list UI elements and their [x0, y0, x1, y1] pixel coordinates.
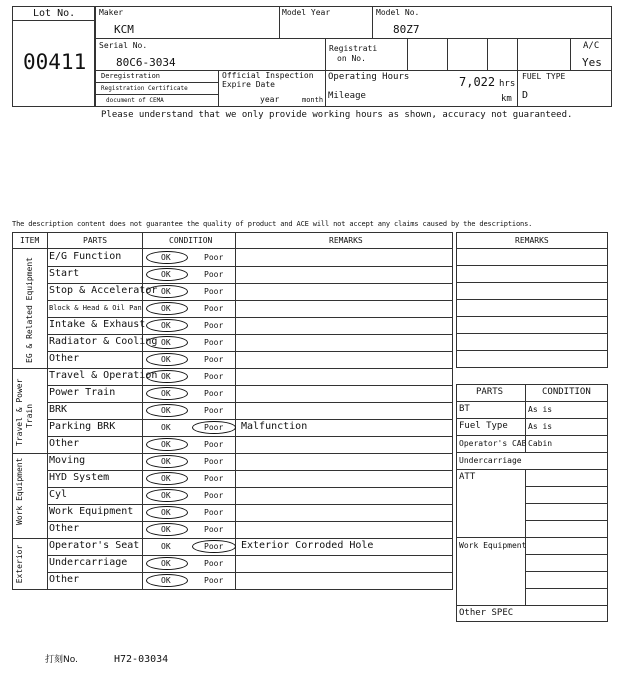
table-row — [12, 368, 453, 385]
inspection-label-2: Expire Date — [222, 80, 275, 89]
part-label: Cyl — [49, 489, 68, 500]
operating-hours-label: Operating Hours — [328, 72, 410, 82]
part-label: Moving — [49, 455, 86, 466]
part-label: Travel & Operation — [49, 370, 158, 381]
cema-document-label: document of CEMA — [106, 97, 164, 104]
table-row — [12, 453, 453, 470]
table-row — [12, 504, 453, 521]
condition-ok: OK — [161, 423, 171, 432]
condition-poor: Poor — [204, 525, 224, 534]
mileage-label: Mileage — [328, 91, 366, 101]
stamp-label: 打刻No. — [45, 655, 78, 665]
table-row — [12, 266, 453, 283]
table-row — [12, 487, 453, 504]
part-label: Intake & Exhaust — [49, 319, 146, 330]
condition-poor: Poor — [204, 508, 224, 517]
operator-cab-label: Operator's CAB — [459, 439, 527, 448]
table-row — [12, 334, 453, 351]
table-row — [12, 572, 453, 589]
condition-ok: OK — [161, 287, 171, 296]
group-label-travel-2: Train — [25, 403, 34, 429]
part-label: Other — [49, 523, 80, 534]
part-label: Other — [49, 353, 80, 364]
condition-poor: Poor — [204, 440, 224, 449]
condition-ok: OK — [161, 525, 171, 534]
remark-text: Exterior Corroded Hole — [241, 540, 374, 551]
condition-poor: Poor — [204, 423, 224, 432]
table-row — [12, 538, 453, 555]
condition-poor: Poor — [204, 321, 224, 330]
part-label: BRK — [49, 404, 68, 415]
table-row — [12, 351, 453, 368]
table-row — [12, 317, 453, 334]
condition-poor: Poor — [204, 270, 224, 279]
part-label: Undercarriage — [49, 557, 128, 568]
model-no-value: 80Z7 — [393, 23, 420, 36]
condition-ok: OK — [161, 440, 171, 449]
remark-text: Malfunction — [241, 421, 308, 432]
att-label: ATT — [459, 472, 476, 482]
condition-ok: OK — [161, 304, 171, 313]
disclaimer-text: The description content does not guarantee the quality of product and ACE will not accept any claims caused by the descriptions. — [12, 220, 533, 228]
group-label-eg: EG & Related Equipment — [25, 257, 34, 363]
condition-ok: OK — [161, 253, 171, 262]
condition-poor: Poor — [204, 253, 224, 262]
table-row — [12, 470, 453, 487]
table-row — [12, 436, 453, 453]
table-row — [12, 419, 453, 436]
table-row — [12, 249, 453, 266]
month-label: month — [302, 96, 324, 104]
bt-value: As is — [528, 405, 553, 414]
lot-value: 00411 — [23, 50, 87, 74]
condition-ok: OK — [161, 355, 171, 364]
serial-label: Serial No. — [99, 41, 148, 50]
col-item-header: ITEM — [20, 236, 40, 245]
part-label: Work Equipment — [49, 506, 134, 517]
table-row — [12, 521, 453, 538]
part-label: Parking BRK — [49, 421, 116, 432]
stamp-value: H72-03034 — [114, 654, 169, 665]
condition-ok: OK — [161, 474, 171, 483]
condition-ok: OK — [161, 508, 171, 517]
right-remarks-header: REMARKS — [515, 236, 549, 245]
condition-ok: OK — [161, 491, 171, 500]
group-label-exterior: Exterior — [15, 544, 24, 584]
condition-poor: Poor — [204, 338, 224, 347]
deregistration-label: Deregistration — [101, 72, 161, 80]
operating-hours-value: 7,022 — [459, 75, 496, 89]
right-parts-header: PARTS — [476, 387, 504, 397]
condition-poor: Poor — [204, 474, 224, 483]
part-label: HYD System — [49, 472, 110, 483]
fuel-type-value: D — [522, 90, 529, 101]
condition-poor: Poor — [204, 559, 224, 568]
condition-ok: OK — [161, 389, 171, 398]
condition-poor: Poor — [204, 372, 224, 381]
km-unit: km — [501, 94, 512, 104]
registration-label-1: Registrati — [329, 44, 378, 53]
part-label: Start — [49, 268, 80, 279]
table-row — [12, 385, 453, 402]
condition-poor: Poor — [204, 287, 224, 296]
table-row — [12, 283, 453, 300]
model-no-label: Model No. — [376, 8, 420, 17]
model-year-label: Model Year — [282, 8, 331, 17]
fuel-type-right-label: Fuel Type — [459, 421, 508, 431]
maker-value: KCM — [114, 23, 134, 36]
condition-poor: Poor — [204, 304, 224, 313]
working-hours-note: Please understand that we only provide working hours as shown, accuracy not guaranteed. — [101, 110, 573, 120]
part-label: Block & Head & Oil Pan — [49, 304, 142, 312]
table-row — [12, 300, 453, 317]
inspection-label-1: Official Inspection — [222, 71, 314, 80]
other-spec-label: Other SPEC — [459, 608, 514, 618]
condition-ok: OK — [161, 270, 171, 279]
part-label: Radiator & Cooling — [49, 336, 158, 347]
undercarriage-right-label: Undercarriage — [459, 456, 522, 465]
part-label: Power Train — [49, 387, 116, 398]
ac-value: Yes — [582, 56, 602, 69]
group-label-work: Work Equipment — [15, 457, 24, 525]
table-row — [12, 402, 453, 419]
bt-label: BT — [459, 404, 470, 414]
condition-ok: OK — [161, 576, 171, 585]
condition-ok: OK — [161, 338, 171, 347]
year-label: year — [260, 95, 280, 104]
table-row — [12, 555, 453, 572]
part-label: E/G Function — [49, 251, 122, 262]
part-label: Operator's Seat — [49, 540, 140, 551]
condition-ok: OK — [161, 321, 171, 330]
col-condition-header: CONDITION — [169, 236, 213, 245]
condition-ok: OK — [161, 542, 171, 551]
condition-ok: OK — [161, 406, 171, 415]
col-remarks-header: REMARKS — [329, 236, 363, 245]
hrs-unit: hrs — [499, 79, 516, 89]
part-label: Stop & Accelerator — [49, 285, 158, 296]
group-label-travel-1: Travel & Power — [15, 378, 24, 446]
condition-ok: OK — [161, 559, 171, 568]
condition-poor: Poor — [204, 457, 224, 466]
work-equipment-right-label: Work Equipment — [459, 541, 527, 550]
condition-poor: Poor — [204, 576, 224, 585]
condition-poor: Poor — [204, 542, 224, 551]
condition-poor: Poor — [204, 491, 224, 500]
registration-certificate-label: Registration Certificate — [101, 85, 188, 92]
serial-value: 80C6-3034 — [116, 56, 176, 69]
operator-cab-value: Cabin — [528, 439, 553, 448]
lot-label: Lot No. — [33, 8, 76, 19]
col-parts-header: PARTS — [83, 236, 108, 245]
condition-ok: OK — [161, 372, 171, 381]
condition-poor: Poor — [204, 389, 224, 398]
right-condition-header: CONDITION — [542, 387, 591, 397]
fuel-type-right-value: As is — [528, 422, 553, 431]
part-label: Other — [49, 438, 80, 449]
part-label: Other — [49, 574, 80, 585]
condition-poor: Poor — [204, 355, 224, 364]
registration-label-2: on No. — [337, 54, 366, 63]
fuel-type-label: FUEL TYPE — [522, 72, 566, 81]
condition-ok: OK — [161, 457, 171, 466]
ac-label: A/C — [583, 41, 600, 51]
condition-poor: Poor — [204, 406, 224, 415]
maker-label: Maker — [99, 8, 124, 17]
